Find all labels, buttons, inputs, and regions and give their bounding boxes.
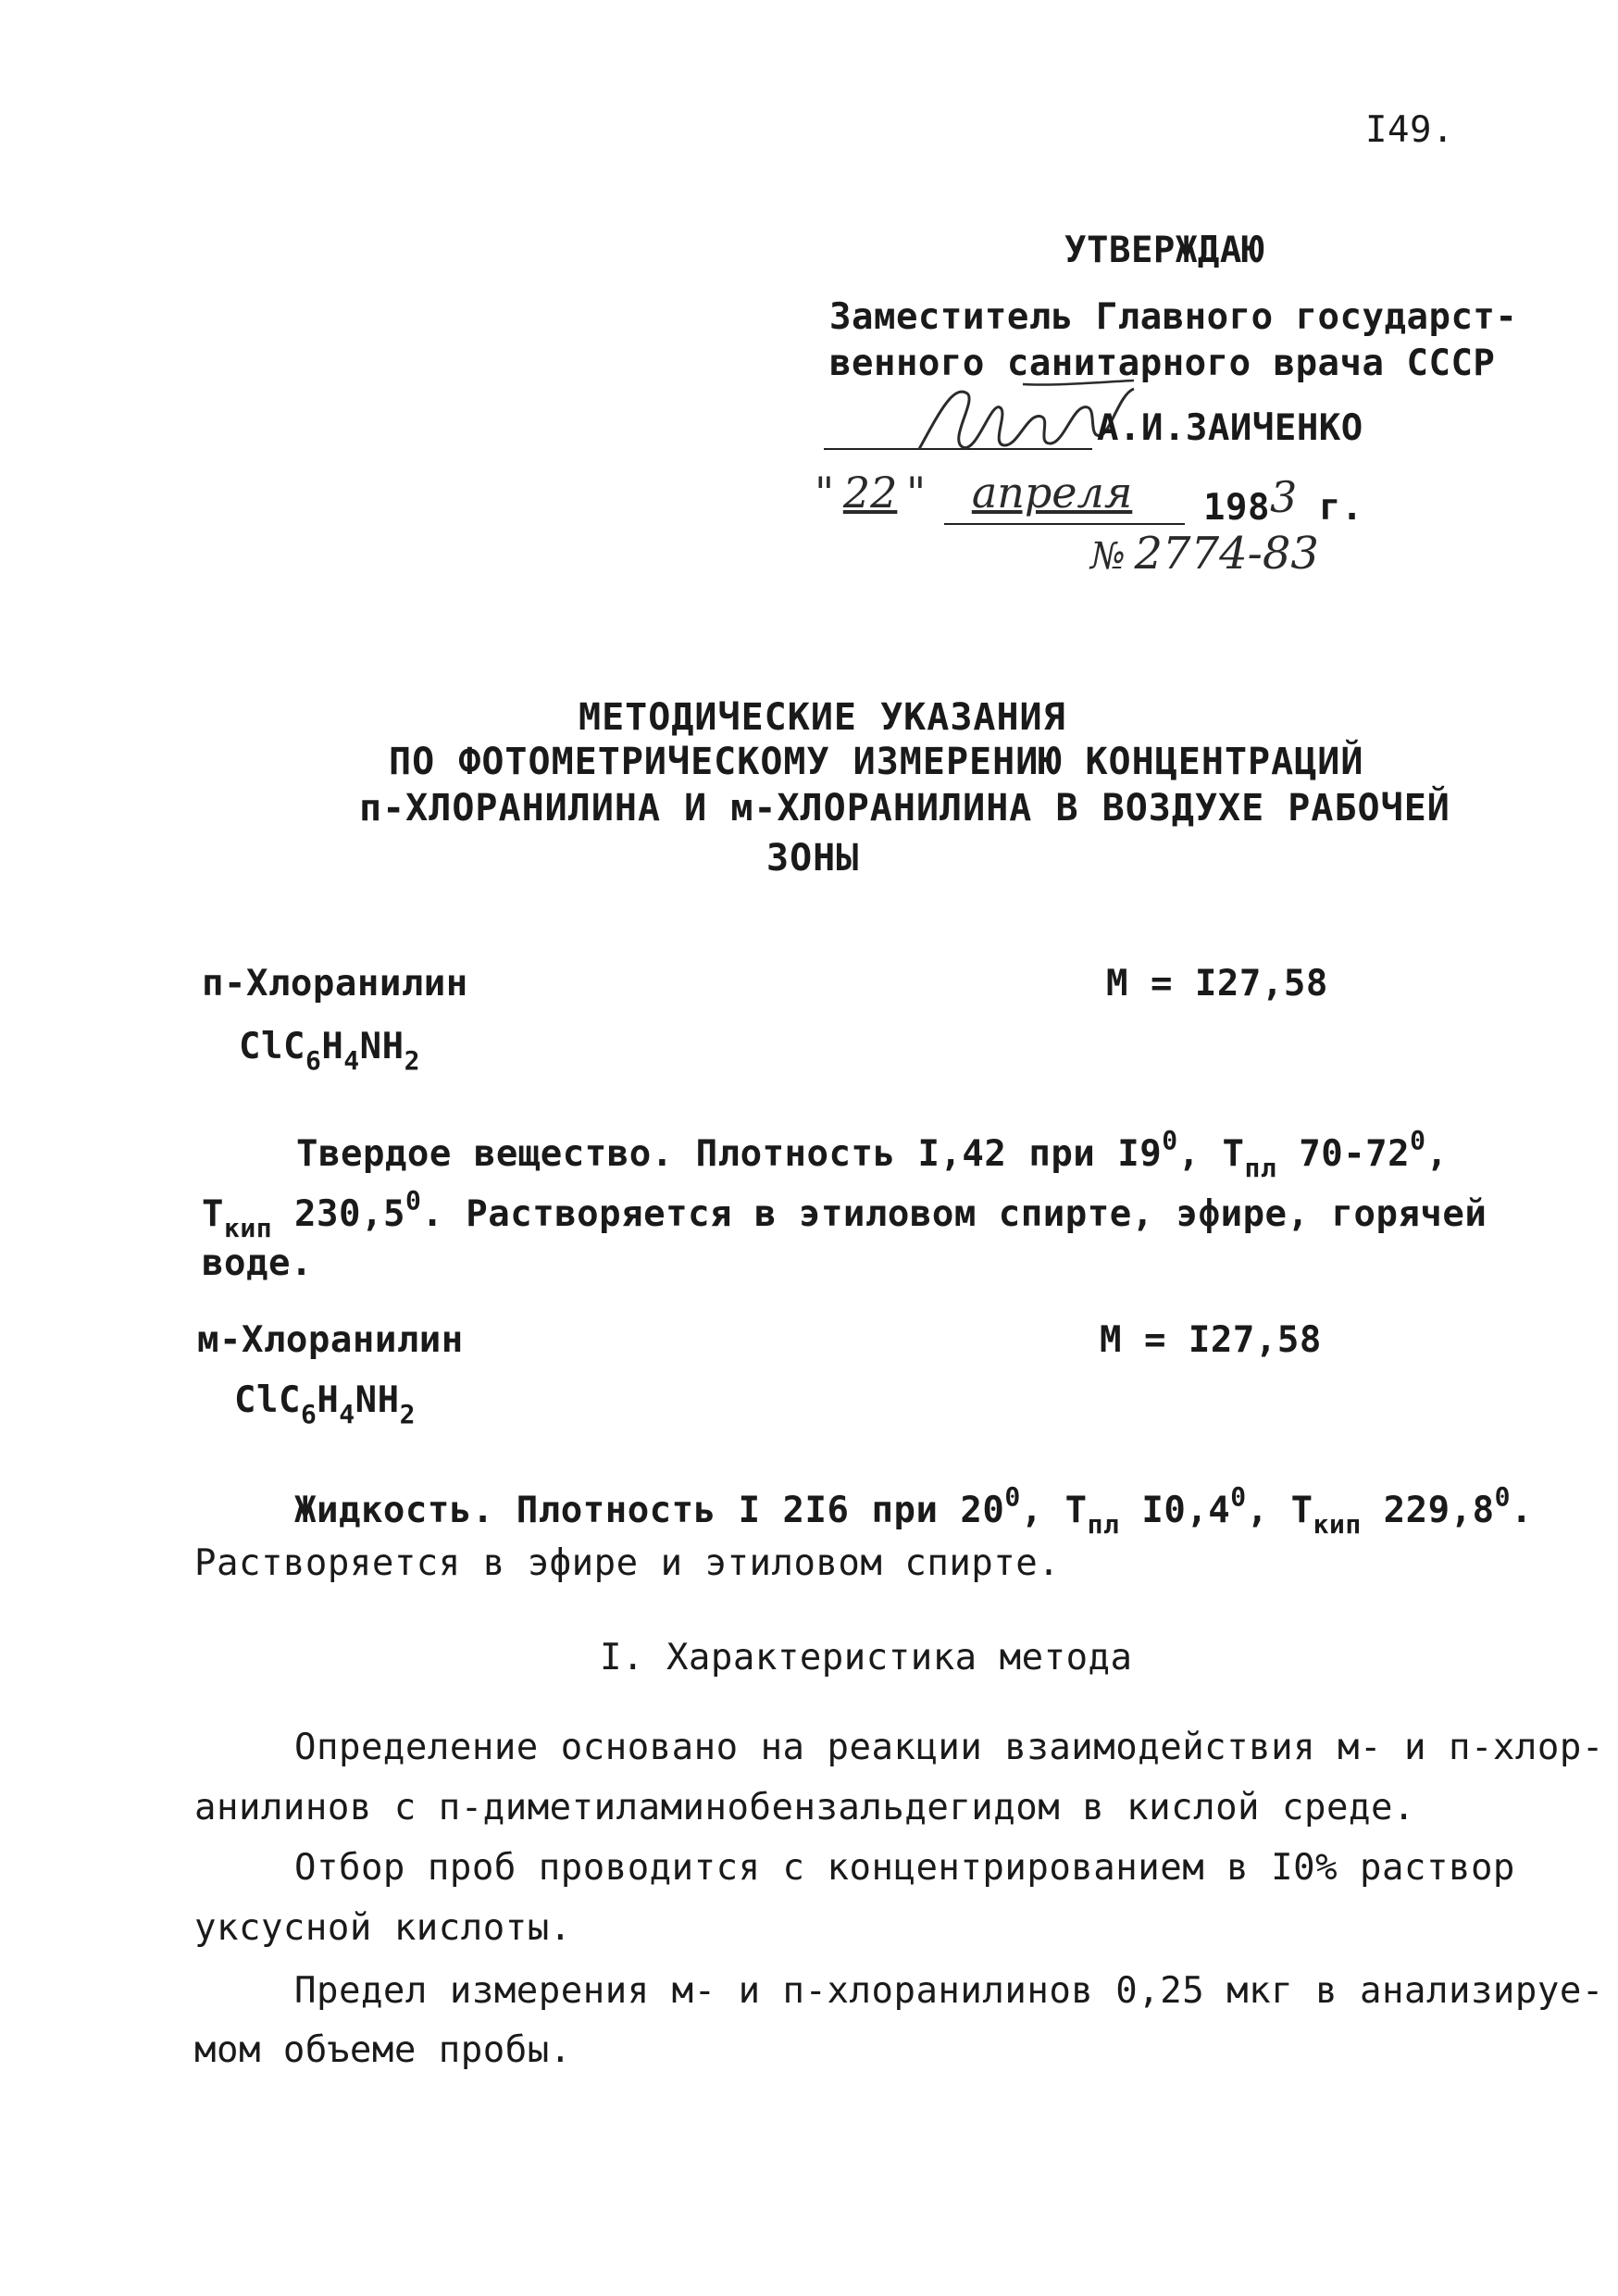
section1-p2-line2: уксусной кислоты. [194, 1907, 572, 1949]
date-year-digit: 3 [1269, 472, 1298, 522]
date-month: апреля [971, 468, 1133, 518]
section1-heading: I. Характеристика метода [600, 1637, 1133, 1678]
substance1-desc-line1: Твердое вещество. Плотность I,42 при $I9^0$, $T_{пл}$ $70-72^0$, [296, 1125, 1449, 1183]
substance2-desc-line2: Растворяется в эфире и этиловом спирте. [194, 1542, 1061, 1584]
reg-number-sign: № [1090, 535, 1126, 578]
section1-p2-line1: Отбор проб проводится с концентрированием в I0% раствор [294, 1847, 1515, 1889]
date-year-suffix: г. [1318, 487, 1363, 529]
substance2-name: м-Хлоранилин [197, 1319, 464, 1361]
date-day: 22 [842, 468, 898, 518]
substance1-desc-line2: $T_{кип}$ 230,5$^0$. Растворяется в этиловом спирте, эфире, горячей [202, 1185, 1487, 1243]
approval-heading: УТВЕРЖДАЮ [1064, 230, 1264, 271]
substance1-desc-line3: воде. [202, 1242, 313, 1284]
substance2-mass: М = I27,58 [1100, 1319, 1322, 1361]
section1-p3-line1: Предел измерения м- и п-хлоранилинов 0,25 мкг в анализируе- [294, 1970, 1604, 2012]
substance2-desc-line1: Жидкость. Плотность I 2I6 при $20^0$, $T_{пл}$ $I0,4^0$, $T_{кип}$ 229,8$^0$. [294, 1481, 1533, 1540]
section1-p3-line2: мом объеме пробы. [194, 2029, 572, 2071]
date-underline [944, 523, 1185, 525]
reg-number-value: 2774-83 [1134, 528, 1319, 580]
substance2-formula: $ClC_6H_4NH_2$ [234, 1379, 416, 1429]
substance1-name: п-Хлоранилин [202, 963, 468, 1004]
date-year [1203, 472, 1363, 529]
substance1-mass: М = I27,58 [1106, 963, 1328, 1004]
registration-number [1090, 528, 1319, 580]
section1-p1-line2: анилинов с п-диметиламинобензальдегидом в кислой среде. [194, 1787, 1415, 1828]
date-close-quote: " [906, 468, 927, 518]
substance1-formula: $ClC_6H_4NH_2$ [239, 1026, 420, 1076]
title-line1: МЕТОДИЧЕСКИЕ УКАЗАНИЯ [579, 696, 1066, 739]
approval-position-line1: Заместитель Главного государст- [829, 296, 1518, 338]
date-open-quote: " [815, 468, 835, 518]
approval-date [815, 468, 1132, 518]
title-line3: п-ХЛОРАНИЛИНА И м-ХЛОРАНИЛИНА В ВОЗДУХЕ РАБОЧЕЙ [359, 787, 1450, 830]
title-line2: ПО ФОТОМЕТРИЧЕСКОМУ ИЗМЕРЕНИЮ КОНЦЕНТРАЦИЙ [389, 741, 1364, 783]
approval-position-line2: венного санитарного врача СССР [829, 343, 1496, 384]
section1-p1-line1: Определение основано на реакции взаимодействия м- и п-хлор- [294, 1727, 1604, 1768]
page-number: I49. [1365, 109, 1454, 151]
title-line4: ЗОНЫ [766, 837, 860, 880]
date-year-prefix: 198 [1203, 487, 1270, 529]
approver-name: А.И.ЗАИЧЕНКО [1097, 407, 1363, 449]
